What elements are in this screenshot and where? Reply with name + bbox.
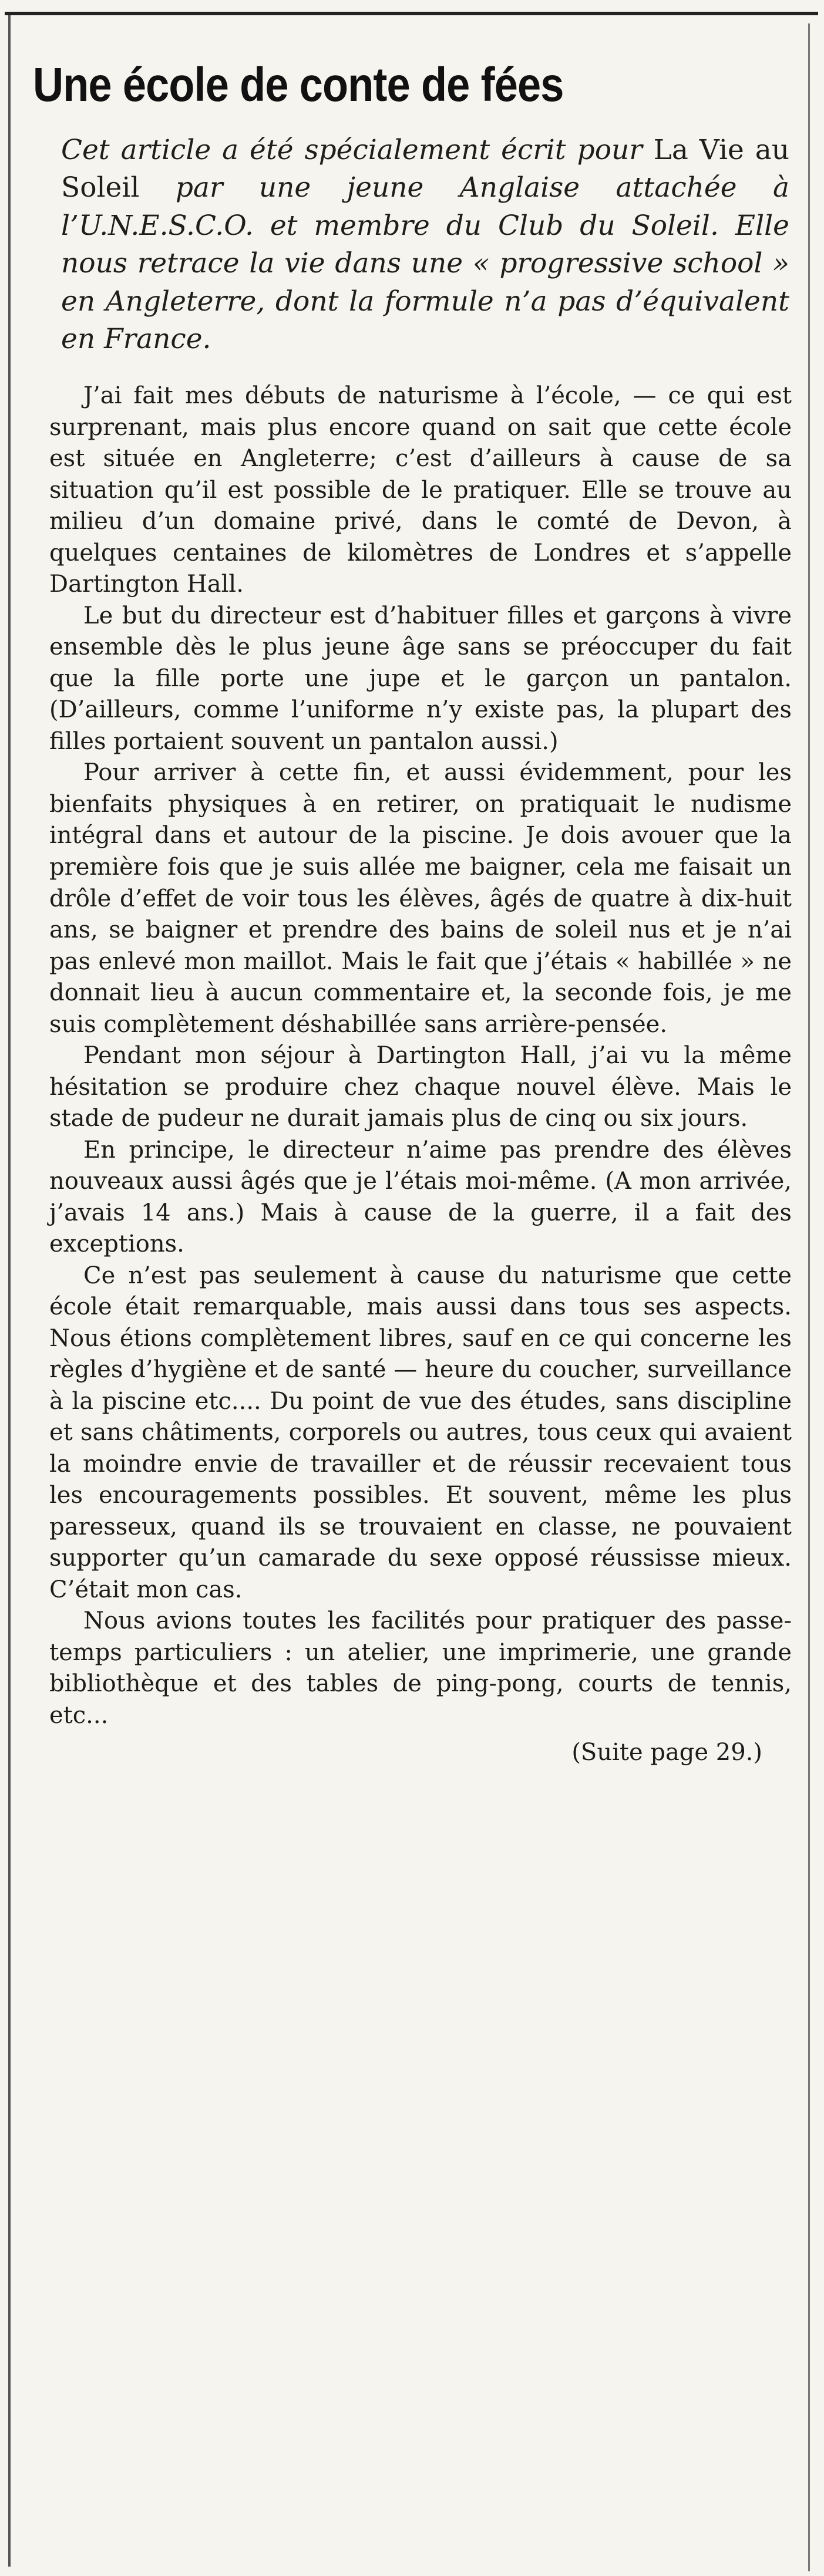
top-border-rule [5,12,818,15]
article [33,16,808,1768]
paragraph-5: En principe, le directeur n’aime pas prendre des élèves nouveaux aussi âgés que je l’étais moi-même. (A mon arrivée, j’avais 14 ans.) Mais à cause de la guerre, il a fait des exceptions. [49,1136,792,1258]
paragraph-1: J’ai fait mes débuts de naturisme à l’école, — ce qui est surprenant, mais plus encore quand on sait que cette école est située en Angleterre; c’est d’ailleurs à cause de sa situation qu’il est possible de le pratiquer. Elle se trouve au milieu d’un domaine privé, dans le comté de Devon, à quelques centaines de kilomètres de Londres et s’appelle Dartington Hall. [49,382,792,598]
left-border-rule [8,15,11,2567]
paragraph-6: Ce n’est pas seulement à cause du naturisme que cette école était remarquable, mais aussi dans tous ses aspects. Nous étions complètement libres, sauf en ce qui concerne les règles d’hygiène et de santé — heure du coucher, surveillance à la piscine etc.... Du point de vue des études, sans discipline et sans châtiments, corporels ou autres, tous ceux qui avaient la moindre envie de travailler et de réussir recevaient tous les encouragements possibles. Et souvent, même les plus paresseux, quand ils se trouvaient en classe, ne pouvaient supporter qu’un camarade du sexe opposé réussisse mieux. C’était mon cas. [49,1262,792,1603]
paragraph-3: Pour arriver à cette fin, et aussi évidemment, pour les bienfaits physiques à en retirer, on pratiquait le nudisme intégral dans et autour de la piscine. Je dois avouer que la première fois que je suis allée me baigner, cela me faisait un drôle d’effet de voir tous les élèves, âgés de quatre à dix-huit ans, se baigner et prendre des bains de soleil nus et je n’ai pas enlevé mon maillot. Mais le fait que j’étais « habillée » ne donnait lieu à aucun commentaire et, la seconde fois, je me suis complètement déshabillée sans arrière-pensée. [49,759,792,1038]
intro-text-end: par une jeune Anglaise attachée à l’U.N.E.S.C.O. et membre du Club du Soleil. Elle nous retrace la vie dans une « progressive school » en Angleterre, dont la formule n’a pas d’équivalent en France. [61,171,789,355]
magazine-name: La Vie au Soleil [61,134,790,204]
continuation-note: (Suite page 29.) [571,1739,762,1766]
right-border-rule [808,23,810,2571]
intro-text-start: Cet article a été spécialement écrit pour [61,134,654,166]
paragraph-7: Nous avions toutes les facilités pour pratiquer des passe-temps particuliers : un atelier, une imprimerie, une grande bibliothèque et des tables de ping-pong, courts de tennis, etc... [49,1607,792,1729]
article-body [33,380,808,1768]
paragraph-2: Le but du directeur est d’habituer filles et garçons à vivre ensemble dès le plus jeune âge sans se préoccuper du fait que la fille porte une jupe et le garçon un pantalon. (D’ailleurs, comme l’uniforme n’y existe pas, la plupart des filles portaient souvent un pantalon aussi.) [49,602,792,755]
article-intro [33,132,808,358]
paragraph-4: Pendant mon séjour à Dartington Hall, j’ai vu la même hésitation se produire chez chaque nouvel élève. Mais le stade de pudeur ne durait jamais plus de cinq ou six jours. [49,1042,792,1132]
article-title: Une école de conte de fées [33,58,564,112]
